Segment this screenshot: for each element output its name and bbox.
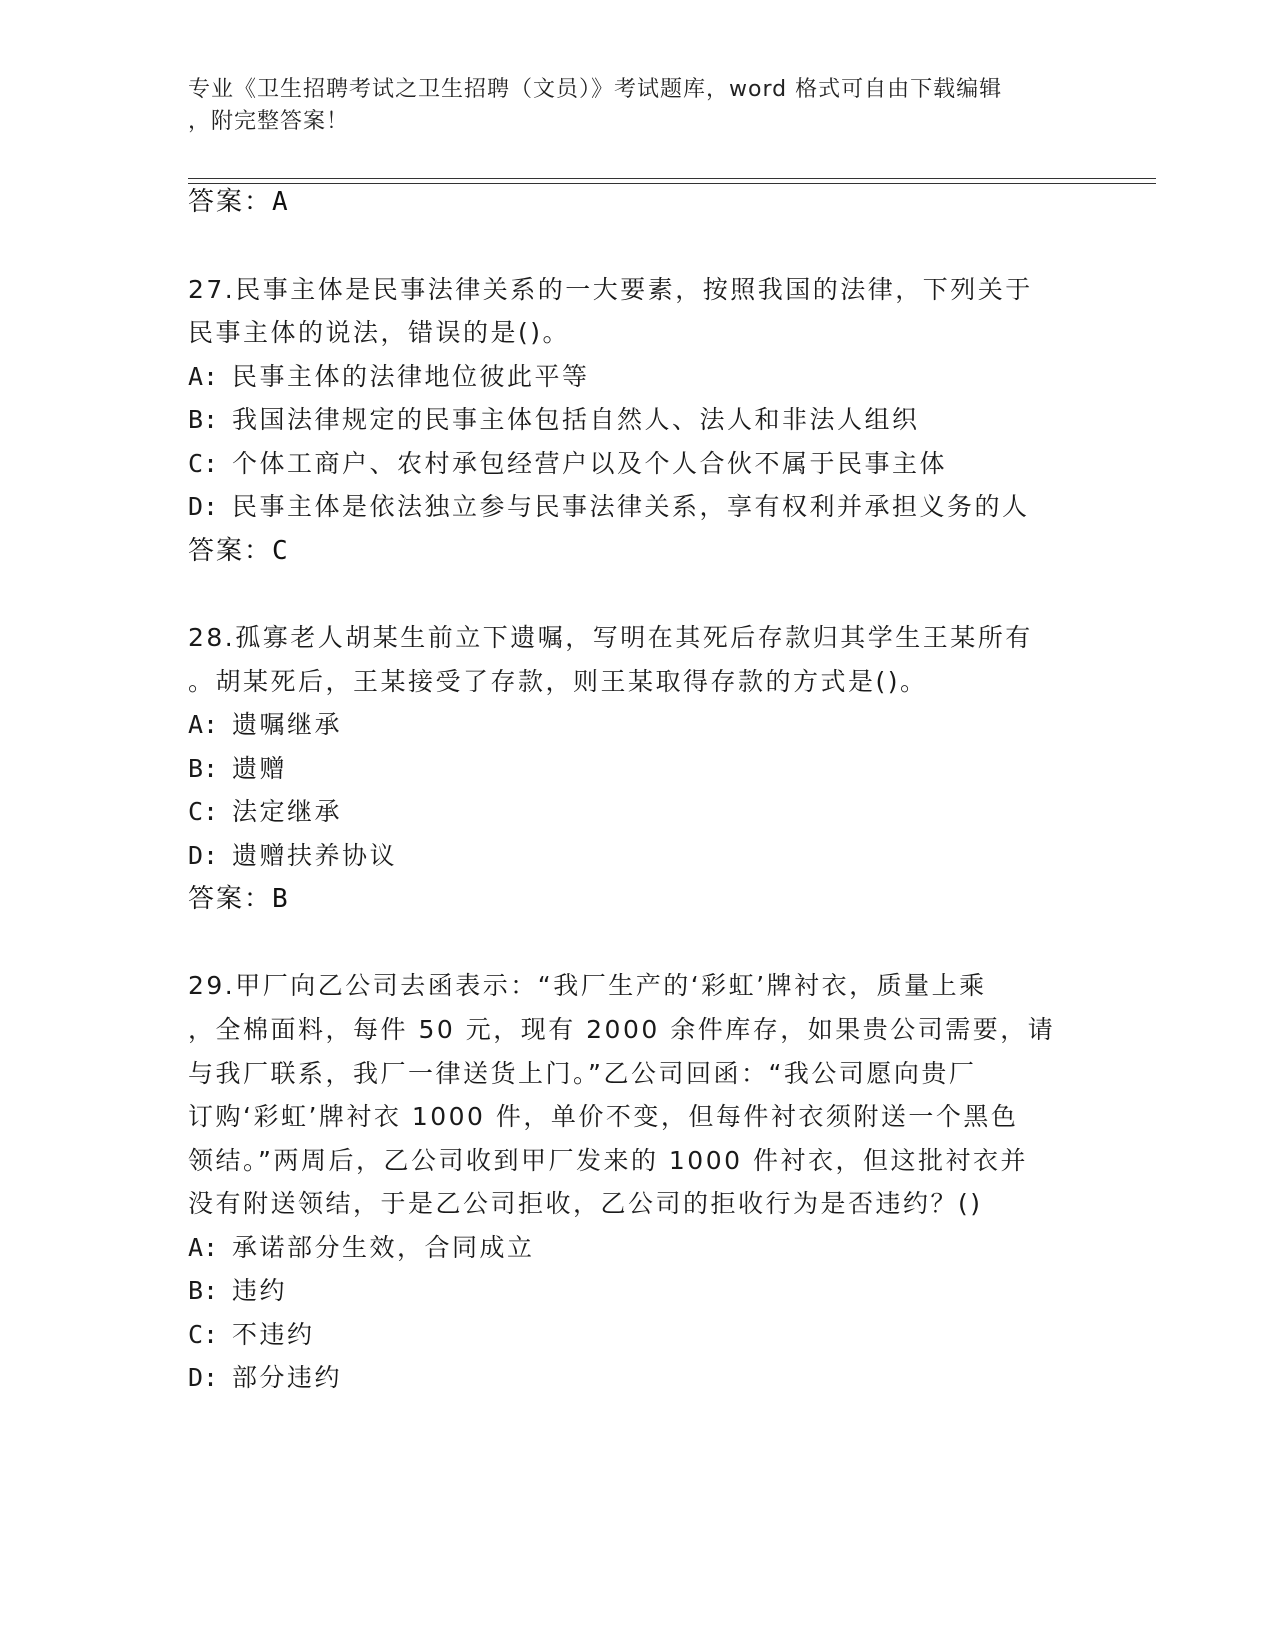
- option-key: C:: [188, 797, 219, 826]
- question-29-option-a: [188, 1228, 535, 1268]
- option-key: B:: [188, 405, 219, 434]
- question-27-option-d: [188, 487, 1030, 527]
- option-text: 遗赠扶养协议: [232, 841, 398, 870]
- option-key: D:: [188, 1363, 219, 1392]
- question-29-option-c: [188, 1315, 315, 1355]
- question-29-option-b: [188, 1271, 287, 1311]
- question-28-option-b: [188, 749, 287, 789]
- question-28-option-a: [188, 705, 342, 745]
- option-text: 遗嘱继承: [232, 710, 343, 739]
- header-divider-top: [188, 178, 1156, 179]
- question-27-option-b: [188, 400, 920, 440]
- answer-value: B: [272, 884, 290, 914]
- option-text: 个体工商户、农村承包经营户以及个人合伙不属于民事主体: [232, 449, 948, 478]
- answer-26: [188, 182, 290, 222]
- option-text: 不违约: [232, 1320, 315, 1349]
- question-28-option-d: [188, 836, 397, 876]
- question-29-text-line-2: ，全棉面料，每件 50 元，现有 2000 余件库存，如果贵公司需要，请: [188, 1015, 1056, 1044]
- option-text: 违约: [232, 1276, 288, 1305]
- option-text: 承诺部分生效，合同成立: [232, 1233, 535, 1262]
- question-29-text-line-1: 29.甲厂向乙公司去函表示：“我厂生产的‘彩虹’牌衬衣，质量上乘: [188, 971, 987, 1000]
- option-key: D:: [188, 492, 219, 521]
- question-28-text-line-1: 28.孤寡老人胡某生前立下遗嘱，写明在其死后存款归其学生王某所有: [188, 623, 1033, 652]
- question-27-text-line-2: 民事主体的说法，错误的是()。: [188, 318, 571, 347]
- question-29-text-line-5: 领结。”两周后，乙公司收到甲厂发来的 1000 件衬衣，但这批衬衣并: [188, 1146, 1028, 1175]
- option-text: 民事主体的法律地位彼此平等: [232, 362, 590, 391]
- question-27-option-a: [188, 357, 590, 397]
- answer-27: [188, 531, 290, 571]
- option-text: 民事主体是依法独立参与民事法律关系，享有权利并承担义务的人: [232, 492, 1030, 521]
- option-text: 我国法律规定的民事主体包括自然人、法人和非法人组织: [232, 405, 920, 434]
- question-29-text-line-3: 与我厂联系，我厂一律送货上门。”乙公司回函：“我公司愿向贵厂: [188, 1059, 977, 1088]
- option-key: A:: [188, 362, 219, 391]
- header-text-line-2: ，附完整答案！: [188, 109, 350, 134]
- question-27-text-line-1: 27.民事主体是民事法律关系的一大要素，按照我国的法律，下列关于: [188, 275, 1033, 304]
- header-divider-bottom: [188, 183, 1156, 184]
- option-key: A:: [188, 710, 219, 739]
- answer-value: A: [272, 187, 290, 217]
- header-text-line-1: 专业《卫生招聘考试之卫生招聘（文员）》考试题库，word 格式可自由下载编辑: [188, 77, 1003, 102]
- option-key: B:: [188, 754, 219, 783]
- option-text: 法定继承: [232, 797, 343, 826]
- question-27-option-c: [188, 444, 947, 484]
- option-text: 部分违约: [232, 1363, 343, 1392]
- option-key: B:: [188, 1276, 219, 1305]
- answer-label: 答案：: [188, 884, 273, 914]
- option-key: A:: [188, 1233, 219, 1262]
- answer-label: 答案：: [188, 536, 273, 566]
- question-28-option-c: [188, 792, 342, 832]
- option-key: C:: [188, 1320, 219, 1349]
- question-28-text-line-2: 。胡某死后，王某接受了存款，则王某取得存款的方式是()。: [188, 667, 928, 696]
- question-29-text-line-6: 没有附送领结，于是乙公司拒收，乙公司的拒收行为是否违约？(): [188, 1189, 983, 1218]
- option-key: D:: [188, 841, 219, 870]
- question-29-text-line-4: 订购‘彩虹’牌衬衣 1000 件，单价不变，但每件衬衣须附送一个黑色: [188, 1102, 1019, 1131]
- option-key: C:: [188, 449, 219, 478]
- option-text: 遗赠: [232, 754, 288, 783]
- question-29-option-d: [188, 1358, 342, 1398]
- answer-value: C: [272, 536, 290, 566]
- answer-label: 答案：: [188, 187, 273, 217]
- answer-28: [188, 879, 290, 919]
